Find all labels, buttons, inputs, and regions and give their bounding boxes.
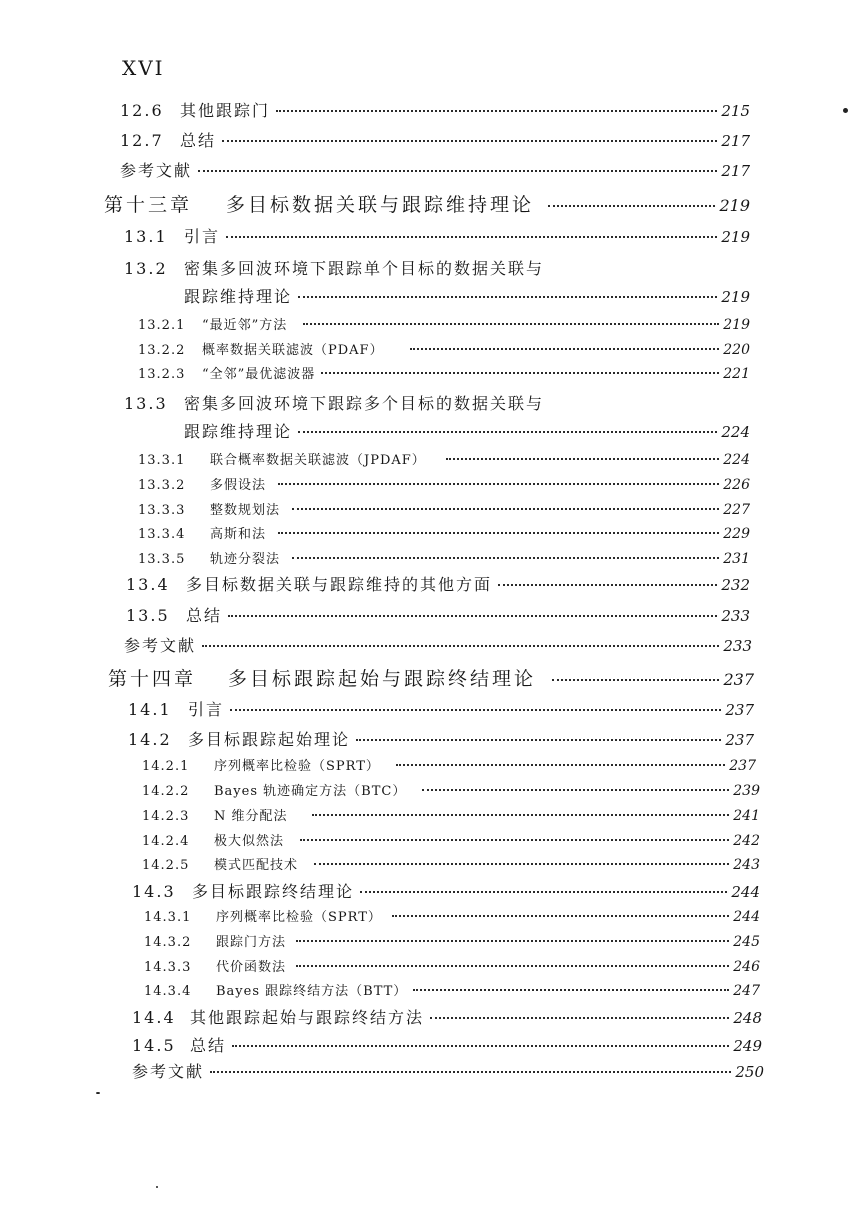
subsection-title: 轨迹分裂法 xyxy=(210,552,281,567)
section-number: 13.1 xyxy=(124,227,168,246)
subsection-number: 14.2.5 xyxy=(142,858,190,873)
toc-entry-14-5[interactable] xyxy=(132,1033,762,1056)
page-number: 233 xyxy=(723,637,752,655)
section-title: 引言 xyxy=(184,227,221,246)
section-title: 密集多回波环境下跟踪单个目标的数据关联与 xyxy=(184,259,545,278)
dot-leader xyxy=(278,483,719,485)
page-number: 249 xyxy=(733,1037,762,1055)
toc-entry-13-5[interactable] xyxy=(126,603,750,626)
toc-entry-13-3-4[interactable] xyxy=(138,523,750,542)
section-title-continued: 跟踪维持理论 xyxy=(184,287,293,306)
chapter-title: 多目标跟踪起始与跟踪终结理论 xyxy=(228,668,537,690)
toc-entry-12-7[interactable] xyxy=(120,128,750,151)
toc-entry-13-3-3[interactable] xyxy=(138,499,750,518)
page-number: 220 xyxy=(723,342,750,358)
dot-leader xyxy=(321,372,719,374)
dot-leader xyxy=(296,940,729,942)
toc-entry-14-2[interactable] xyxy=(128,727,754,750)
page-number: 239 xyxy=(733,783,760,799)
dot-leader xyxy=(548,205,715,207)
section-title: 参考文献 xyxy=(124,636,197,655)
dot-leader xyxy=(413,989,729,991)
page-number-header: XVI xyxy=(122,56,165,80)
page-number: 237 xyxy=(723,670,754,689)
subsection-number: 14.3.2 xyxy=(144,935,192,950)
toc-entry-13-2-2[interactable] xyxy=(138,339,750,358)
page-number: 237 xyxy=(725,701,754,719)
subsection-title: 高斯和法 xyxy=(210,527,267,542)
toc-entry-14-3-3[interactable] xyxy=(144,956,760,975)
toc-entry-14-3-1[interactable] xyxy=(144,906,760,925)
page-number: 231 xyxy=(723,551,750,567)
subsection-number: 14.2.1 xyxy=(142,759,190,774)
page-number: 219 xyxy=(719,196,750,215)
subsection-number: 13.3.5 xyxy=(138,552,186,567)
subsection-number: 13.3.4 xyxy=(138,527,186,542)
toc-entry-references-12[interactable] xyxy=(120,158,750,181)
chapter-number: 第十四章 xyxy=(108,668,197,690)
dot-leader xyxy=(396,764,725,766)
page-number: 245 xyxy=(733,934,760,950)
dot-leader xyxy=(226,236,717,238)
page-number: 247 xyxy=(733,983,760,999)
scan-speck xyxy=(156,1186,158,1188)
page-number: 250 xyxy=(735,1063,764,1081)
toc-entry-13-3-5[interactable] xyxy=(138,548,750,567)
page-number: 217 xyxy=(721,162,750,180)
page-number: 224 xyxy=(723,452,750,468)
page-number: 219 xyxy=(723,317,750,333)
subsection-title: 多假设法 xyxy=(210,478,267,493)
subsection-number: 14.2.2 xyxy=(142,784,190,799)
toc-entry-14-2-5[interactable] xyxy=(142,854,760,873)
toc-entry-chapter-13[interactable] xyxy=(104,190,750,217)
section-title: 参考文献 xyxy=(120,161,193,180)
toc-entry-13-2[interactable] xyxy=(124,256,750,279)
section-number: 14.4 xyxy=(132,1008,176,1027)
dot-leader xyxy=(232,1045,729,1047)
page-number: 221 xyxy=(723,366,750,382)
page-number: 233 xyxy=(721,607,750,625)
page-number: 227 xyxy=(723,502,750,518)
dot-leader xyxy=(300,839,729,841)
page-number: 219 xyxy=(721,288,750,306)
subsection-number: 14.3.1 xyxy=(144,910,192,925)
section-title-continued: 跟踪维持理论 xyxy=(184,422,293,441)
subsection-number: 14.2.4 xyxy=(142,834,190,849)
scan-speck xyxy=(96,1092,100,1094)
page-number: 244 xyxy=(733,909,760,925)
page-number: 246 xyxy=(733,959,760,975)
section-number: 14.3 xyxy=(132,882,176,901)
toc-entry-13-3-2[interactable] xyxy=(138,474,750,493)
dot-leader xyxy=(552,679,719,681)
section-title: 密集多回波环境下跟踪多个目标的数据关联与 xyxy=(184,394,545,413)
toc-entry-13-3[interactable] xyxy=(124,391,750,414)
dot-leader xyxy=(446,458,719,460)
page-number: 243 xyxy=(733,857,760,873)
dot-leader xyxy=(222,140,717,142)
page-number: 215 xyxy=(721,102,750,120)
toc-entry-14-2-1[interactable] xyxy=(142,755,756,774)
subsection-number: 14.3.4 xyxy=(144,984,192,999)
dot-leader xyxy=(228,615,717,617)
subsection-title: 跟踪门方法 xyxy=(216,935,287,950)
chapter-title: 多目标数据关联与跟踪维持理论 xyxy=(226,194,535,216)
subsection-number: 13.2.1 xyxy=(138,318,186,333)
subsection-number: 14.3.3 xyxy=(144,960,192,975)
dot-leader xyxy=(230,709,721,711)
subsection-number: 13.2.3 xyxy=(138,367,186,382)
toc-entry-14-2-3[interactable] xyxy=(142,805,760,824)
dot-leader xyxy=(314,863,729,865)
dot-leader xyxy=(498,584,717,586)
dot-leader xyxy=(198,170,717,172)
page-number: 244 xyxy=(731,883,760,901)
dot-leader xyxy=(202,645,719,647)
subsection-title: 模式匹配技术 xyxy=(214,858,299,873)
dot-leader xyxy=(292,508,719,510)
subsection-title: “全邻”最优滤波器 xyxy=(202,367,316,382)
toc-entry-12-6[interactable] xyxy=(120,98,750,121)
dot-leader xyxy=(278,532,719,534)
dot-leader xyxy=(312,814,730,816)
section-number: 14.1 xyxy=(128,700,172,719)
dot-leader xyxy=(210,1071,731,1073)
toc-entry-14-3[interactable] xyxy=(132,879,760,902)
section-title: 引言 xyxy=(188,700,225,719)
subsection-title: 极大似然法 xyxy=(214,834,285,849)
dot-leader xyxy=(410,348,720,350)
subsection-number: 13.3.3 xyxy=(138,503,186,518)
dot-leader xyxy=(356,739,721,741)
dot-leader xyxy=(392,915,729,917)
scan-speck xyxy=(843,108,848,113)
subsection-title: “最近邻”方法 xyxy=(202,318,288,333)
section-title: 总结 xyxy=(190,1036,227,1055)
subsection-number: 13.2.2 xyxy=(138,343,186,358)
toc-entry-13-1[interactable] xyxy=(124,224,750,247)
subsection-title: Bayes 跟踪终结方法（BTT） xyxy=(216,984,408,999)
section-number: 13.5 xyxy=(126,606,170,625)
toc-entry-13-2-1[interactable] xyxy=(138,314,750,333)
section-number: 13.2 xyxy=(124,259,168,278)
section-number: 13.3 xyxy=(124,394,168,413)
section-title: 其他跟踪门 xyxy=(180,101,271,120)
dot-leader xyxy=(303,323,719,325)
toc-entry-references-14[interactable] xyxy=(132,1059,764,1082)
toc-entry-13-3-1[interactable] xyxy=(138,449,750,468)
subsection-title: 序列概率比检验（SPRT） xyxy=(214,759,380,774)
page-number: 229 xyxy=(723,526,750,542)
page-number: 226 xyxy=(723,477,750,493)
toc-entry-references-13[interactable] xyxy=(124,633,752,656)
dot-leader xyxy=(360,891,727,893)
toc-entry-13-4[interactable] xyxy=(126,572,750,595)
dot-leader xyxy=(422,789,729,791)
section-title: 多目标数据关联与跟踪维持的其他方面 xyxy=(186,575,493,594)
toc-entry-13-2-3[interactable] xyxy=(138,363,750,382)
page-number: 232 xyxy=(721,576,750,594)
dot-leader xyxy=(430,1017,729,1019)
toc-entry-14-2-4[interactable] xyxy=(142,830,760,849)
subsection-title: 序列概率比检验（SPRT） xyxy=(216,910,382,925)
toc-entry-14-2-2[interactable] xyxy=(142,780,760,799)
subsection-title: Bayes 轨迹确定方法（BTC） xyxy=(214,784,407,799)
section-number: 14.2 xyxy=(128,730,172,749)
dot-leader xyxy=(298,296,717,298)
section-number: 12.7 xyxy=(120,131,164,150)
section-title: 总结 xyxy=(186,606,223,625)
page-number: 237 xyxy=(725,731,754,749)
page-number: 241 xyxy=(733,808,760,824)
page-number: 248 xyxy=(733,1009,762,1027)
page-number: 217 xyxy=(721,132,750,150)
toc-entry-13-2-continued[interactable] xyxy=(184,284,750,307)
page-number: 237 xyxy=(729,758,756,774)
section-title: 多目标跟踪起始理论 xyxy=(188,730,351,749)
section-number: 14.5 xyxy=(132,1036,176,1055)
subsection-title: 代价函数法 xyxy=(216,960,287,975)
toc-entry-14-3-4[interactable] xyxy=(144,980,760,999)
toc-entry-14-4[interactable] xyxy=(132,1005,762,1028)
chapter-number: 第十三章 xyxy=(104,194,193,216)
dot-leader xyxy=(298,431,717,433)
section-title: 多目标跟踪终结理论 xyxy=(192,882,355,901)
page-number: 219 xyxy=(721,228,750,246)
section-title: 总结 xyxy=(180,131,217,150)
section-title: 参考文献 xyxy=(132,1062,205,1081)
subsection-number: 13.3.1 xyxy=(138,453,186,468)
subsection-title: N 维分配法 xyxy=(214,809,288,824)
toc-entry-chapter-14[interactable] xyxy=(108,664,754,691)
subsection-title: 联合概率数据关联滤波（JPDAF） xyxy=(210,453,426,468)
dot-leader xyxy=(296,965,729,967)
section-number: 12.6 xyxy=(120,101,164,120)
dot-leader xyxy=(276,110,717,112)
subsection-title: 概率数据关联滤波（PDAF） xyxy=(202,343,384,358)
page-number: 224 xyxy=(721,423,750,441)
dot-leader xyxy=(292,557,719,559)
subsection-number: 14.2.3 xyxy=(142,809,190,824)
subsection-number: 13.3.2 xyxy=(138,478,186,493)
page-number: 242 xyxy=(733,833,760,849)
toc-entry-14-3-2[interactable] xyxy=(144,931,760,950)
toc-entry-13-3-continued[interactable] xyxy=(184,419,750,442)
toc-entry-14-1[interactable] xyxy=(128,697,754,720)
section-number: 13.4 xyxy=(126,575,170,594)
subsection-title: 整数规划法 xyxy=(210,503,281,518)
section-title: 其他跟踪起始与跟踪终结方法 xyxy=(190,1008,425,1027)
